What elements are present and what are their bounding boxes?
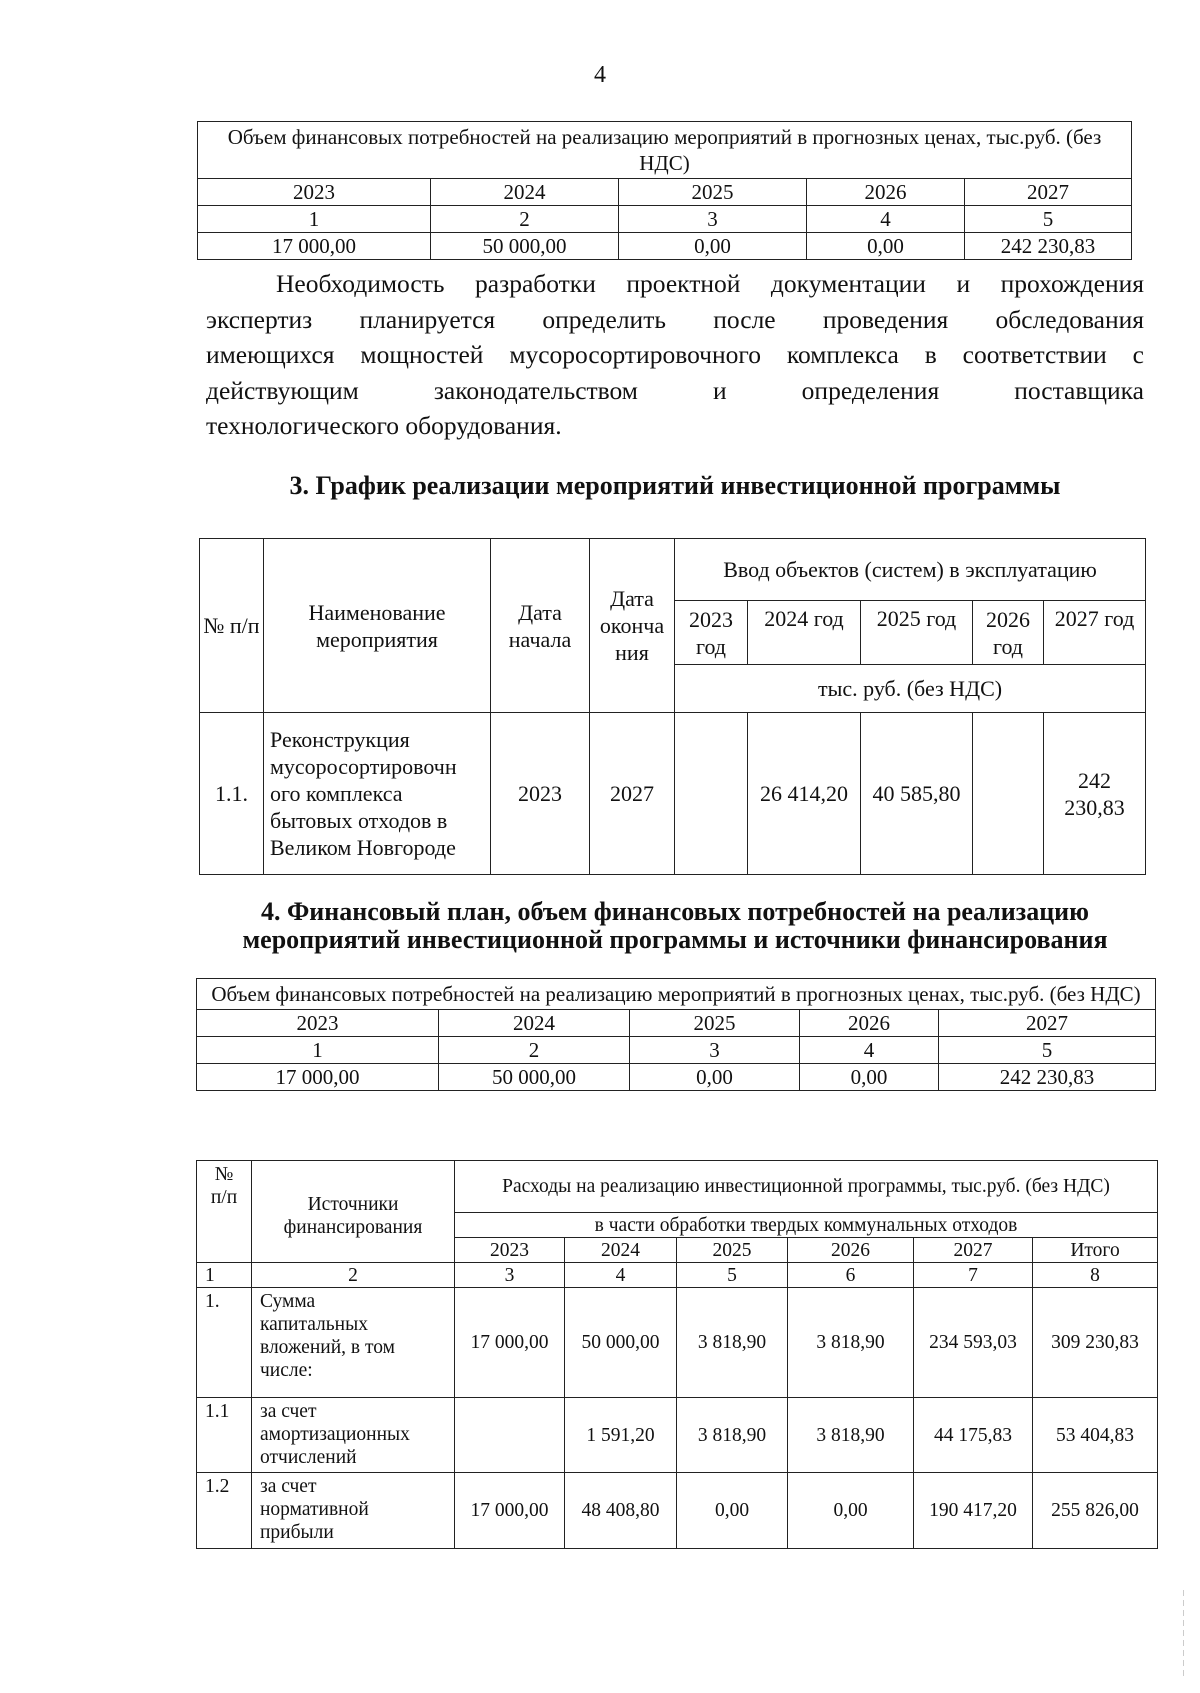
row-value — [455, 1398, 565, 1473]
year-cell: 2024 — [439, 1010, 630, 1037]
row-value: 40 585,80 — [861, 713, 973, 875]
header-total: Итого — [1033, 1238, 1158, 1263]
value-cell: 0,00 — [630, 1064, 800, 1091]
row-value: 255 826,00 — [1033, 1473, 1158, 1549]
value-cell: 50 000,00 — [431, 233, 619, 260]
row-value: 48 408,80 — [565, 1473, 677, 1549]
value-cell: 0,00 — [619, 233, 807, 260]
table-row — [197, 1288, 1158, 1398]
row-value: 26 414,20 — [748, 713, 861, 875]
header-sources: Источники финансирования — [252, 1161, 455, 1263]
paragraph-line: Необходимость разработки проектной документации и прохождения — [276, 269, 1144, 298]
row-value: 0,00 — [788, 1473, 914, 1549]
header-num: № п/п — [197, 1161, 252, 1263]
year-cell: 2026 — [807, 179, 965, 206]
row-name: Реконструкция мусоросортировочн ого комплекса бытовых отходов в Великом Новгороде — [264, 713, 491, 875]
row-value: 50 000,00 — [565, 1288, 677, 1398]
header-year: 2025 — [677, 1238, 788, 1263]
row-value: 3 818,90 — [677, 1288, 788, 1398]
index-cell: 6 — [788, 1263, 914, 1288]
body-paragraph — [206, 266, 1144, 444]
scan-edge-mark — [1183, 1590, 1184, 1680]
header-year: 2026 — [788, 1238, 914, 1263]
value-cell: 0,00 — [807, 233, 965, 260]
header-msw-part: в части обработки твердых коммунальных отходов — [455, 1213, 1158, 1238]
section-4-heading-line1: 4. Финансовый план, объем финансовых потребностей на реализацию — [260, 897, 1090, 926]
header-year: 2023 — [455, 1238, 565, 1263]
value-cell: 0,00 — [800, 1064, 939, 1091]
header-name: Наименование мероприятия — [264, 539, 491, 713]
index-cell: 2 — [439, 1037, 630, 1064]
financial-needs-table-section4 — [196, 978, 1156, 1091]
index-cell: 3 — [630, 1037, 800, 1064]
row-value: 17 000,00 — [455, 1288, 565, 1398]
header-commissioning: Ввод объектов (систем) в эксплуатацию — [675, 539, 1146, 601]
header-year: 2024 год — [748, 601, 861, 665]
financial-needs-table-top — [197, 121, 1132, 260]
row-name: Сумма капитальных вложений, в том числе: — [252, 1288, 455, 1398]
value-cell: 242 230,83 — [965, 233, 1132, 260]
index-cell: 7 — [914, 1263, 1033, 1288]
year-cell: 2023 — [197, 1010, 439, 1037]
row-value — [973, 713, 1044, 875]
header-year: 2023 год — [675, 601, 748, 665]
year-cell: 2027 — [965, 179, 1132, 206]
year-cell: 2024 — [431, 179, 619, 206]
row-value: 0,00 — [677, 1473, 788, 1549]
table-title: Объем финансовых потребностей на реализацию мероприятий в прогнозных ценах, тыс.руб. (без НДС) — [198, 122, 1132, 179]
row-value: 234 593,03 — [914, 1288, 1033, 1398]
row-value: 53 404,83 — [1033, 1398, 1158, 1473]
row-value: 242 230,83 — [1044, 713, 1146, 875]
index-cell: 3 — [455, 1263, 565, 1288]
value-cell: 17 000,00 — [198, 233, 431, 260]
row-num: 1.1. — [200, 713, 264, 875]
row-value: 17 000,00 — [455, 1473, 565, 1549]
row-value: 1 591,20 — [565, 1398, 677, 1473]
section-3-heading: 3. График реализации мероприятий инвестиционной программы — [289, 471, 1061, 500]
header-start-date: Дата начала — [491, 539, 590, 713]
row-name: за счет нормативной прибыли — [252, 1473, 455, 1549]
row-name: за счет амортизационных отчислений — [252, 1398, 455, 1473]
row-num: 1.1 — [197, 1398, 252, 1473]
header-year: 2027 — [914, 1238, 1033, 1263]
index-cell: 1 — [197, 1263, 252, 1288]
index-cell: 4 — [565, 1263, 677, 1288]
schedule-table — [199, 538, 1146, 875]
row-value: 190 417,20 — [914, 1473, 1033, 1549]
row-value: 3 818,90 — [788, 1288, 914, 1398]
year-cell: 2027 — [939, 1010, 1156, 1037]
row-value: 44 175,83 — [914, 1398, 1033, 1473]
header-expenses: Расходы на реализацию инвестиционной программы, тыс.руб. (без НДС) — [455, 1161, 1158, 1213]
header-year: 2024 — [565, 1238, 677, 1263]
table-row — [197, 1398, 1158, 1473]
year-cell: 2023 — [198, 179, 431, 206]
value-cell: 17 000,00 — [197, 1064, 439, 1091]
row-value: 3 818,90 — [788, 1398, 914, 1473]
index-cell: 1 — [198, 206, 431, 233]
paragraph-line: имеющихся мощностей мусоросортировочного комплекса в соответствии с — [206, 340, 1144, 369]
index-cell: 8 — [1033, 1263, 1158, 1288]
index-cell: 5 — [965, 206, 1132, 233]
row-value: 3 818,90 — [677, 1398, 788, 1473]
value-cell: 242 230,83 — [939, 1064, 1156, 1091]
header-end-date: Дата оконча ния — [590, 539, 675, 713]
index-cell: 3 — [619, 206, 807, 233]
header-year: 2026 год — [973, 601, 1044, 665]
row-num: 1. — [197, 1288, 252, 1398]
year-cell: 2026 — [800, 1010, 939, 1037]
header-year: 2025 год — [861, 601, 973, 665]
page-number: 4 — [594, 62, 606, 88]
row-start: 2023 — [491, 713, 590, 875]
paragraph-line: экспертиз планируется определить после проведения обследования — [206, 304, 1144, 334]
table-title: Объем финансовых потребностей на реализацию мероприятий в прогнозных ценах, тыс.руб. (без НДС) — [197, 979, 1156, 1010]
index-cell: 2 — [252, 1263, 455, 1288]
paragraph-line: действующим законодательством и определения поставщика — [206, 375, 1144, 405]
table-row — [197, 1473, 1158, 1549]
header-units: тыс. руб. (без НДС) — [675, 665, 1146, 713]
header-num: № п/п — [200, 539, 264, 713]
year-cell: 2025 — [630, 1010, 800, 1037]
row-value — [675, 713, 748, 875]
financing-sources-table — [196, 1160, 1158, 1549]
section-4-heading — [150, 898, 1200, 954]
index-cell: 4 — [807, 206, 965, 233]
paragraph-line: технологического оборудования. — [206, 411, 562, 440]
row-value: 309 230,83 — [1033, 1288, 1158, 1398]
year-cell: 2025 — [619, 179, 807, 206]
row-num: 1.2 — [197, 1473, 252, 1549]
index-cell: 5 — [677, 1263, 788, 1288]
index-cell: 4 — [800, 1037, 939, 1064]
section-4-heading-line2: мероприятий инвестиционной программы и источники финансирования — [242, 925, 1108, 954]
index-cell: 1 — [197, 1037, 439, 1064]
index-cell: 5 — [939, 1037, 1156, 1064]
index-cell: 2 — [431, 206, 619, 233]
row-end: 2027 — [590, 713, 675, 875]
header-year: 2027 год — [1044, 601, 1146, 665]
value-cell: 50 000,00 — [439, 1064, 630, 1091]
